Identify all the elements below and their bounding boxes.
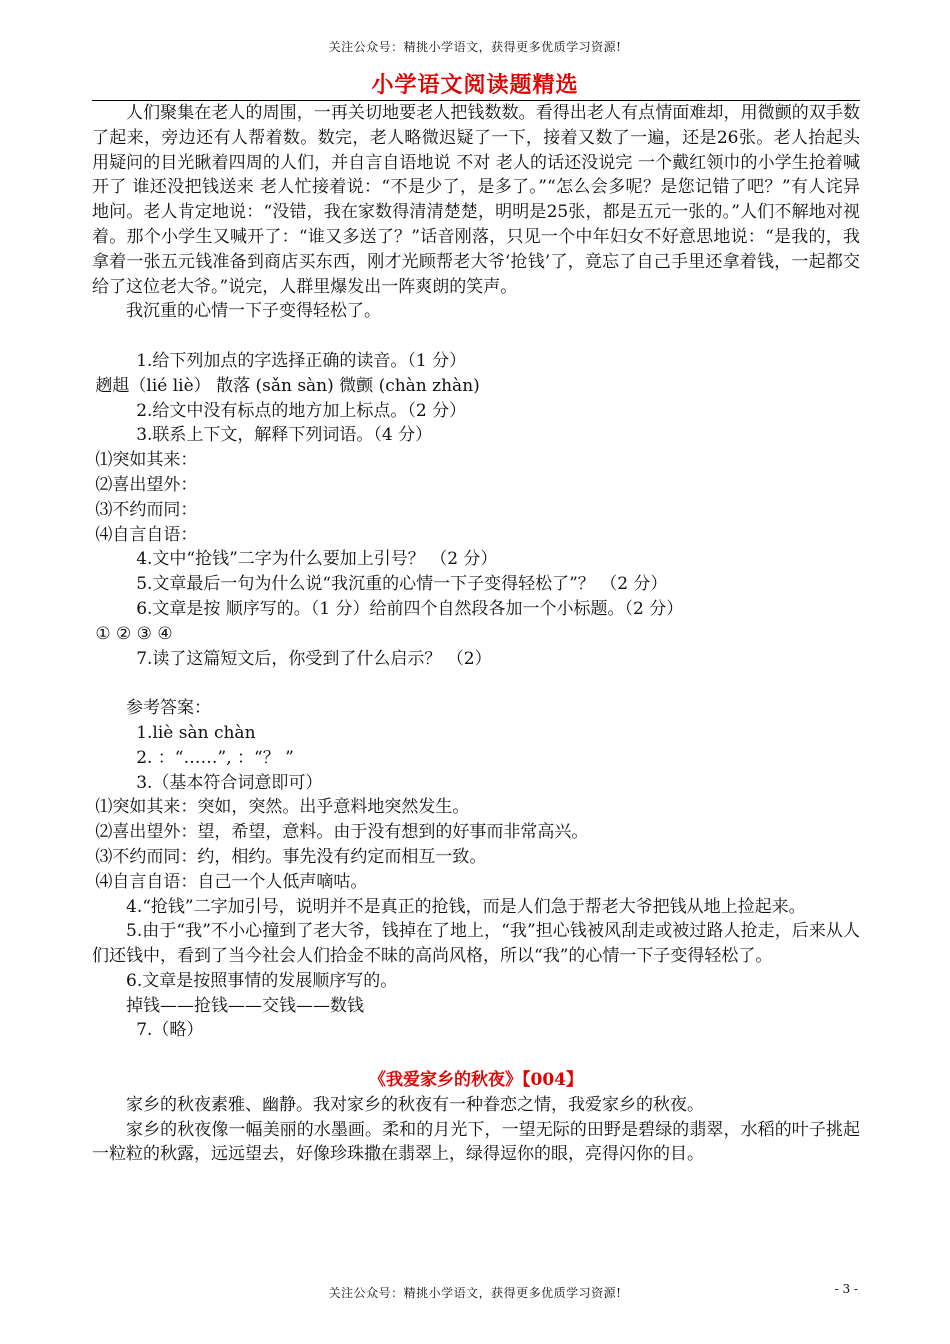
section-title: 《我爱家乡的秋夜》【004】 [369, 1070, 583, 1091]
document-title: 小学语文阅读题精选 [371, 72, 579, 98]
question-item: 1.给下列加点的字选择正确的读音。（1 分） [136, 350, 467, 371]
answer-item: 掉钱——抢钱——交钱——数钱 [126, 995, 364, 1016]
next-section [92, 1068, 860, 1167]
answer-section [92, 696, 860, 1043]
question-item: ⑷自言自语： [95, 524, 198, 545]
answer-item: ⑷自言自语：自己一个人低声嘀咕。 [95, 871, 368, 892]
answer-item: 1.liè sàn chàn [136, 722, 256, 743]
spacer [92, 1043, 860, 1068]
section-paragraph: 家乡的秋夜素雅、幽静。我对家乡的秋夜有一种眷恋之情，我爱家乡的秋夜。 [126, 1094, 704, 1115]
question-item: 2.给文中没有标点的地方加上标点。（2 分） [136, 400, 467, 421]
question-item: ① ② ③ ④ [95, 623, 173, 644]
answer-item: 3.（基本符合词意即可） [136, 772, 323, 793]
question-item: 趔趄（lié liè） 散落 (sǎn sàn) 微颤 (chàn zhàn) [95, 375, 480, 396]
question-item: 6.文章是按 顺序写的。（1 分）给前四个自然段各加一个小标题。（2 分） [136, 598, 684, 619]
question-item: 5.文章最后一句为什么说“我沉重的心情一下子变得轻松了”？ （2 分） [136, 574, 668, 595]
spacer [92, 324, 860, 349]
answer-item: 6.文章是按照事情的发展顺序写的。 [126, 970, 398, 991]
document-body [92, 101, 860, 1167]
answer-item: ⑶不约而同：约，相约。事先没有约定而相互一致。 [95, 846, 487, 867]
header-note: 关注公众号：精挑小学语文，获得更多优质学习资源! [328, 40, 622, 54]
question-item: ⑵喜出望外： [95, 474, 198, 495]
question-item: 4.文中“抢钱”二字为什么要加上引号？ （2 分） [136, 549, 498, 570]
passage-paragraph: 人们聚集在老人的周围，一再关切地要老人把钱数数。看得出老人有点情面难却，用微颤的双手数了起来，旁边还有人帮着数。数完，老人略微迟疑了一下，接着又数了一遍，还是26张。老人抬起头用疑问的目光瞅着四周的人们，并自言自语地说 不对 老人的话还没说完 一个戴红领巾的小学生抢着喊开了 谁还没把钱送来 老人忙接着说：“不是少了，是多了。”“怎么会多呢？是您记错了吧？”有人诧异地问。老人肯定地说：“没错，我在家数得清清楚楚，明明是25张，都是五元一张的。”人们不解地对视着。那个小学生又喊开了：“谁又多送了？”话音刚落，只见一个中年妇女不好意思地说：“是我的，我拿着一张五元钱准备到商店买东西，刚才光顾帮老大爷‘抢钱’了，竟忘了自己手里还拿着钱，一起都交给了这位老大爷。”说完，人群里爆发出一阵爽朗的笑声。 [92, 103, 860, 297]
answer-item: 4.“抢钱”二字加引号，说明并不是真正的抢钱，而是人们急于帮老大爷把钱从地上捡起来。 [126, 896, 806, 917]
page-number: - 3 - [834, 1282, 858, 1296]
answer-item: 7.（略） [136, 1020, 204, 1041]
answer-item: ⑴突如其来：突如，突然。出乎意料地突然发生。 [95, 797, 470, 818]
answer-heading: 参考答案： [126, 698, 211, 719]
question-item: ⑶不约而同： [95, 499, 198, 520]
answer-item: ⑵喜出望外：望，希望，意料。由于没有想到的好事而非常高兴。 [95, 822, 589, 843]
passage-paragraph: 我沉重的心情一下子变得轻松了。 [126, 301, 381, 322]
section-paragraph: 家乡的秋夜像一幅美丽的水墨画。柔和的月光下，一望无际的田野是碧绿的翡翠，水稻的叶子挑起一粒粒的秋露，远远望去，好像珍珠撒在翡翠上，绿得逗你的眼，亮得闪你的目。 [92, 1119, 860, 1165]
question-item: 7.读了这篇短文后，你受到了什么启示？ （2） [136, 648, 492, 669]
spacer [92, 671, 860, 696]
question-item: ⑴突如其来： [95, 450, 198, 471]
question-item: 3.联系上下文，解释下列词语。（4 分） [136, 425, 433, 446]
question-list [92, 349, 860, 671]
footer-note: 关注公众号：精挑小学语文，获得更多优质学习资源! [328, 1286, 622, 1300]
answer-item: 2. ：“……”, ：“？ ” [136, 747, 294, 768]
answer-item: 5.由于“我”不小心撞到了老大爷，钱掉在了地上，“我”担心钱被风刮走或被过路人抢走，后来从人们还钱中，看到了当今社会人们拾金不昧的高尚风格，所以“我”的心情一下子变得轻松了。 [92, 921, 860, 967]
